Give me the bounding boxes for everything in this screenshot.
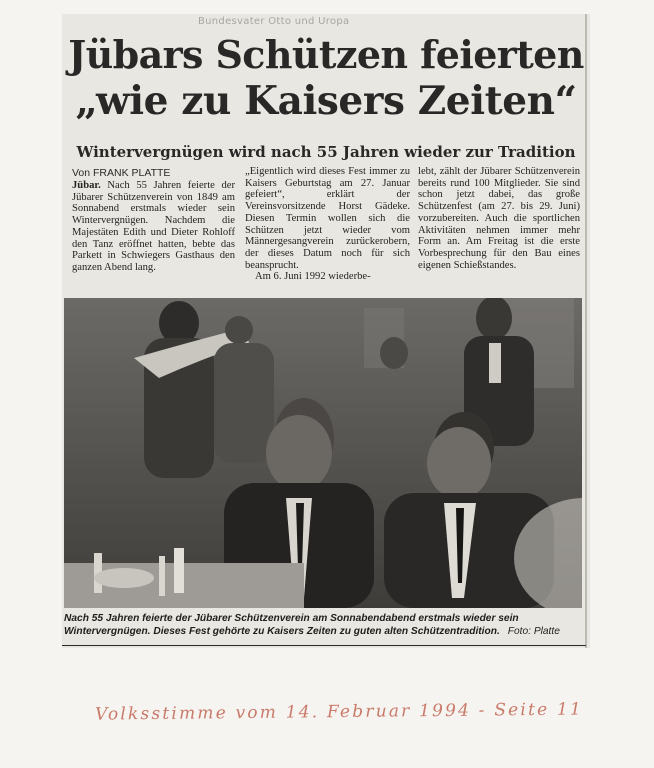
article-column-2 — [245, 166, 410, 283]
photo-illustration — [64, 298, 582, 608]
column-3-text: lebt, zählt der Jübarer Schützenverein bereits rund 100 Mitglieder. Sie sind schon jetzt dabei, das große Schützenfest (am 27. bis 29. Juni) vorzubereiten. Auch die sportlichen Aktivitäten nehmen immer mehr Form an. Am Freitag ist die erste Vorbesprechung für den Bau eines eigenen Schießstandes. — [418, 166, 580, 271]
headline-line-2: „wie zu Kaisers Zeiten“ — [75, 78, 577, 124]
headline-line-1: Jübars Schützen feierten — [68, 32, 584, 77]
bleed-through-text: Bundesvater Otto und Uropa — [198, 16, 350, 27]
dateline: Jübar. — [72, 180, 101, 191]
column-1-text: Nach 55 Jahren feierte der Jübarer Schützenverein von 1849 am Sonnabend erstmals wieder sein Wintervergnügen. Nachdem die Majestäten Edith und Dieter Rohloff den Tanz eröffnet hatten, bebte das Parkett in Schwiegers Gasthaus den ganzen Abend lang. — [72, 180, 235, 273]
caption-text: Nach 55 Jahren feierte der Jübarer Schützenverein am Sonnabendabend erstmals wieder sein Wintervergnügen. Dieses Fest gehörte zu Kaisers Zeiten zu guten alten Schützentradition. — [64, 613, 519, 637]
column-2-text: „Eigentlich wird dieses Fest immer zu Kaisers Geburtstag am 27. Januar gefeiert“, erklärt der Vereinsvorsitzende Horst Gädeke. Diesen Termin wollen sich die Schützen jetzt wieder vom Männergesangverein zurückerobern, der dieses Datum noch für sich beansprucht. — [245, 166, 410, 271]
caption-rule — [62, 645, 586, 646]
article-subheadline: Wintervergnügen wird nach 55 Jahren wieder zur Tradition — [76, 143, 576, 161]
handwritten-source-note: Volksstimme vom 14. Februar 1994 - Seite 11 — [94, 699, 584, 725]
article-column-3 — [418, 166, 580, 271]
article-column-1 — [72, 180, 235, 274]
byline: Von FRANK PLATTE — [72, 167, 171, 179]
article-headline — [64, 32, 588, 124]
article-photo — [64, 298, 582, 608]
column-2-text-continued: Am 6. Juni 1992 wiederbe- — [255, 271, 371, 283]
photo-credit: Foto: Platte — [507, 626, 560, 637]
photo-caption — [64, 612, 584, 638]
